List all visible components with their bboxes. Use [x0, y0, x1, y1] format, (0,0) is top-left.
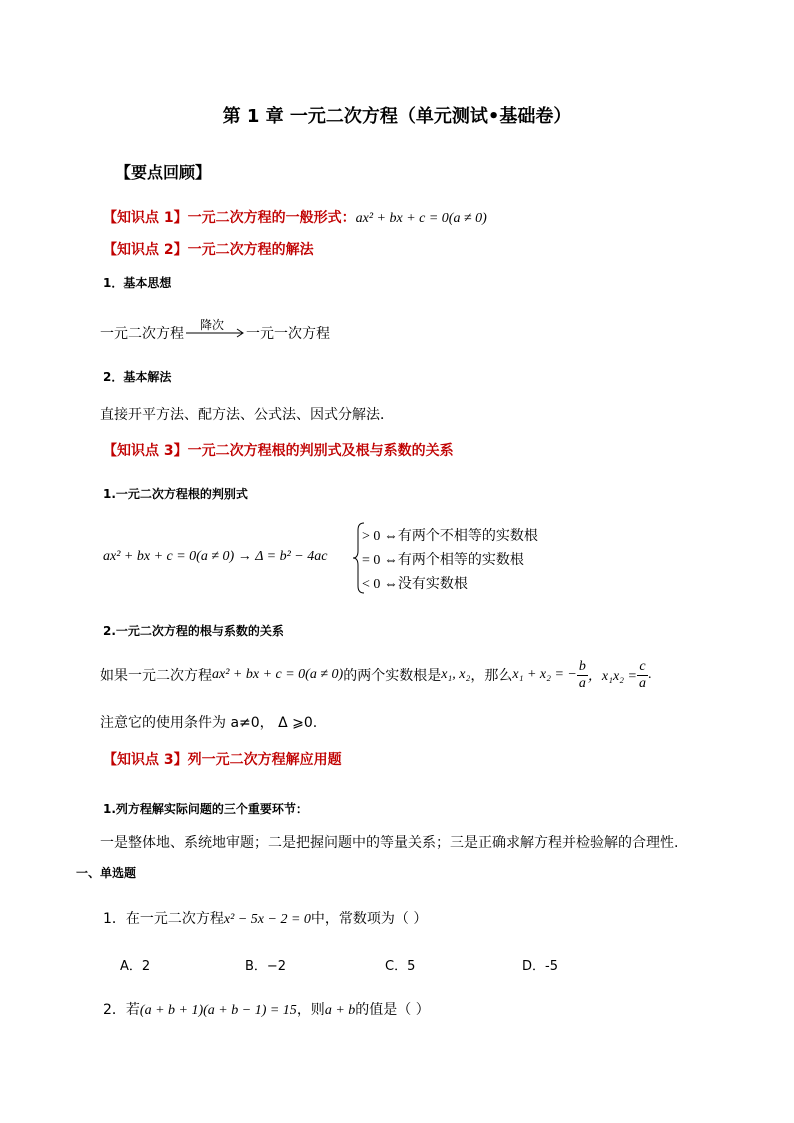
q2-suffix: 的值是（ ） — [355, 1002, 430, 1018]
q1-equation: x² − 5x − 2 = 0 — [223, 912, 311, 927]
kp2-methods: 直接开平方法、配方法、公式法、因式分解法． — [100, 407, 394, 423]
frac-num: c — [637, 659, 648, 676]
case-text: 有两个相等的实数根 — [397, 552, 524, 568]
frac-den: a — [578, 675, 586, 691]
kp1-label: 【知识点 1】一元二次方程的一般形式： — [103, 210, 356, 226]
flow-arrow — [186, 316, 246, 336]
q2-prefix: 2．若 — [103, 1002, 140, 1018]
section-single-choice: 一、单选题 — [76, 866, 137, 880]
kp3-sub1: 1.一元二次方程根的判别式 — [103, 487, 248, 501]
case-text: 有两个不相等的实数根 — [397, 528, 538, 544]
page-title: 第 1 章 一元二次方程（单元测试•基础卷） — [222, 106, 572, 127]
vieta-prefix: 如果一元二次方程 — [100, 668, 212, 684]
flow-arrow-label: 降次 — [200, 318, 225, 332]
question-2 — [103, 999, 430, 1019]
kp4-sub1: 1.列方程解实际问题的三个重要环节： — [103, 802, 308, 816]
vieta-sum: x₁ + x₂ = − — [512, 667, 577, 682]
disc-case-3 — [362, 573, 468, 593]
kp3-sub2: 2.一元二次方程的根与系数的关系 — [103, 624, 284, 638]
case-cond: > 0 ⇔ — [362, 529, 398, 544]
q1-suffix: 中，常数项为（ ） — [310, 911, 428, 927]
vieta-eq: ax² + bx + c = 0(a ≠ 0) — [212, 667, 344, 682]
vieta-mid: 的两个实数根是 — [343, 668, 442, 684]
fraction-b-over-a — [577, 659, 588, 692]
vieta-end: . — [648, 667, 652, 682]
kp3-note: 注意它的使用条件为 a≠0， Δ ⩾0. — [100, 715, 318, 731]
kp1-row — [103, 207, 487, 227]
kp2-label: 【知识点 2】一元二次方程的解法 — [103, 242, 314, 258]
case-cond: < 0 ⇔ — [362, 577, 398, 592]
q2-mid: ，则 — [296, 1002, 325, 1018]
case-text: 没有实数根 — [397, 576, 468, 592]
vieta-then: ，那么 — [470, 668, 513, 684]
review-heading: 【要点回顾】 — [115, 163, 212, 182]
q1-option-b[interactable]: B．−2 — [245, 959, 287, 974]
question-1 — [103, 908, 427, 928]
kp2-sub2: 2．基本解法 — [103, 370, 172, 384]
frac-num: b — [578, 658, 586, 674]
vieta-roots: x₁, x₂ — [441, 667, 471, 682]
disc-case-1 — [362, 525, 538, 545]
kp4-text: 一是整体地、系统地审题；二是把握问题中的等量关系；三是正确求解方程并检验解的合理性. — [100, 835, 679, 851]
kp1-formula: ax² + bx + c = 0(a ≠ 0) — [355, 211, 487, 226]
vieta-row — [100, 655, 652, 695]
q1-option-c[interactable]: C．5 — [385, 959, 416, 974]
vieta-prod: ，x₁x₂ = — [587, 669, 637, 684]
case-cond: = 0 ⇔ — [362, 553, 398, 568]
frac-den: a — [639, 675, 646, 691]
flow-from: 一元二次方程 — [100, 326, 184, 342]
disc-case-2 — [362, 549, 524, 569]
q2-variable: a + b — [324, 1003, 356, 1018]
q2-equation: (a + b + 1)(a + b − 1) = 15 — [139, 1003, 297, 1018]
flow-to: 一元一次方程 — [246, 326, 330, 342]
q1-prefix: 1．在一元二次方程 — [103, 911, 224, 927]
kp3-label: 【知识点 3】一元二次方程根的判别式及根与系数的关系 — [103, 443, 454, 459]
q1-option-d[interactable]: D．-5 — [522, 959, 558, 974]
fraction-c-over-a — [637, 659, 648, 692]
q1-option-a[interactable]: A．2 — [120, 959, 151, 974]
kp2-sub1: 1．基本思想 — [103, 276, 172, 290]
kp4-label: 【知识点 3】列一元二次方程解应用题 — [103, 752, 342, 768]
arrow-right-icon — [186, 328, 246, 338]
disc-lhs: ax² + bx + c = 0(a ≠ 0) → Δ = b² − 4ac — [103, 549, 328, 564]
